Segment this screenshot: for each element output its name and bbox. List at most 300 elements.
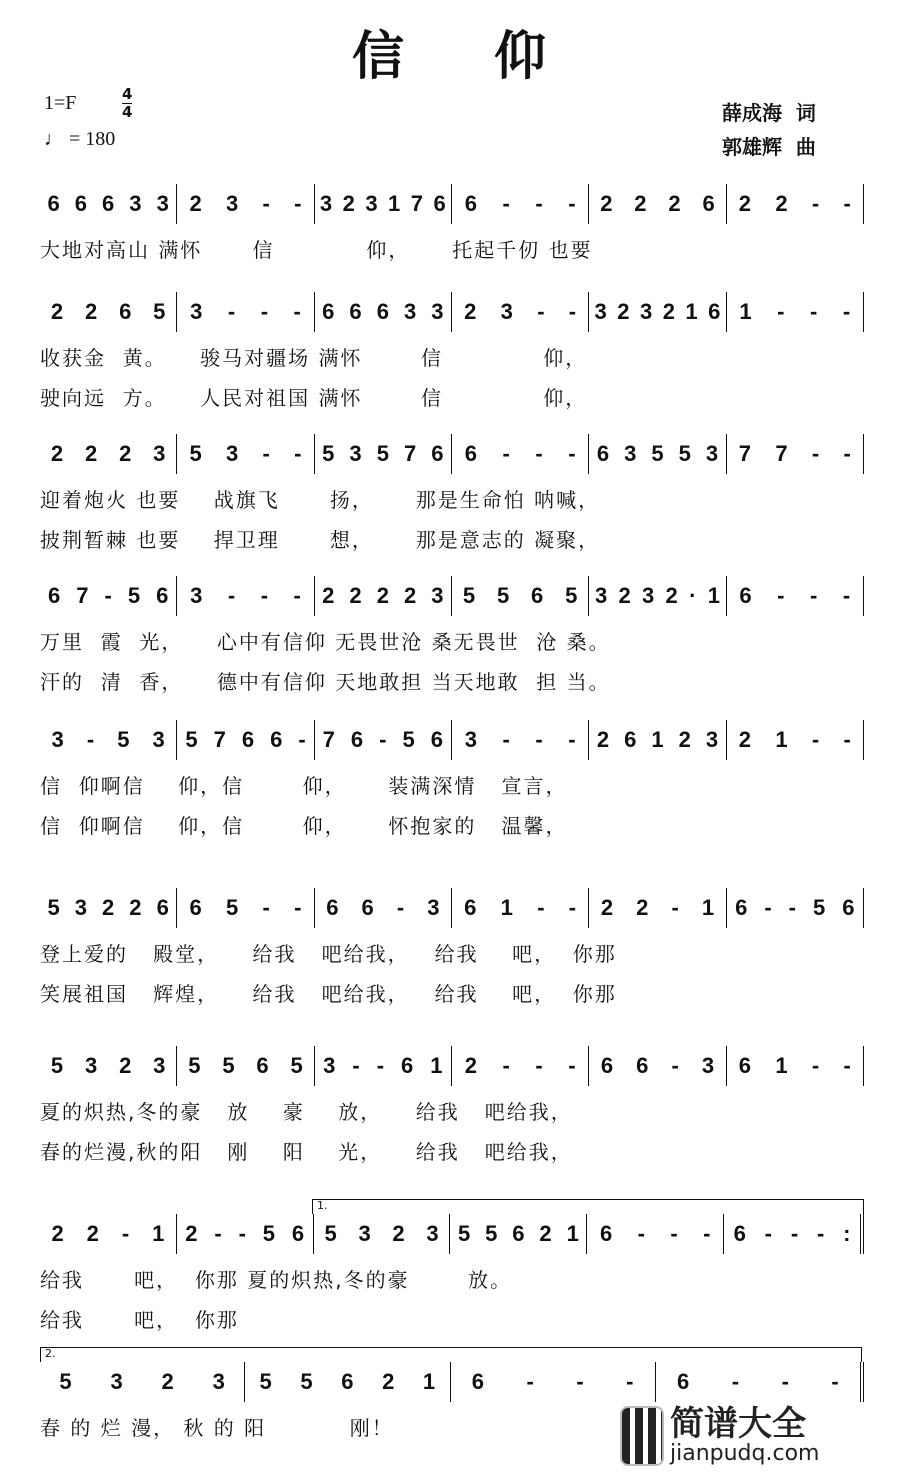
lyrics-verse-1: 万里 霞 光， 心中有信仰 无畏世沧 桑无畏世 沧 桑。 — [40, 630, 611, 654]
lyricist: 薛成海 词 — [722, 101, 816, 125]
note: 2 — [464, 1053, 477, 1078]
note: 6 — [531, 583, 544, 608]
note: - — [214, 1221, 222, 1246]
note: 3 — [624, 441, 637, 466]
note: 1 — [651, 727, 664, 752]
note: - — [86, 727, 95, 752]
note: 5 — [259, 1369, 272, 1394]
note: 3 — [190, 299, 203, 324]
notes-row — [40, 888, 864, 928]
note: 3 — [365, 191, 378, 216]
measure — [452, 576, 589, 616]
note: - — [262, 895, 270, 920]
note: 6 — [464, 191, 477, 216]
note: 5 — [189, 441, 202, 466]
note: - — [104, 583, 112, 608]
note: 5 — [300, 1369, 313, 1394]
note: 2 — [392, 1221, 405, 1246]
note: 5 — [678, 441, 691, 466]
note: 6 — [270, 727, 283, 752]
note: 2 — [618, 583, 631, 608]
note: - — [121, 1221, 130, 1246]
note: - — [396, 895, 405, 920]
note: 6 — [636, 1053, 649, 1078]
score-system — [40, 184, 864, 264]
note: 1 — [430, 1053, 443, 1078]
note: 6 — [376, 299, 389, 324]
note: 3 — [153, 441, 166, 466]
note: 2 — [322, 583, 335, 608]
note: 5 — [324, 1221, 337, 1246]
note: 1 — [701, 895, 715, 920]
lyrics-verse-2: 笑展祖国 辉煌， 给我 吧给我， 给我 吧， 你那 — [40, 982, 617, 1006]
measure — [177, 888, 314, 928]
measure — [40, 720, 177, 760]
note: 5 — [322, 441, 335, 466]
note: 5 — [50, 1053, 64, 1078]
score-system — [40, 888, 864, 1008]
note: 3 — [427, 895, 440, 920]
note: 3 — [639, 299, 653, 324]
note: 5 — [462, 583, 476, 608]
note: 5 — [127, 583, 141, 608]
note: 6 — [735, 895, 748, 920]
note: 5 — [457, 1221, 471, 1246]
note: 2 — [539, 1221, 552, 1246]
note: - — [568, 191, 576, 216]
note: 3 — [156, 191, 169, 216]
measure — [450, 1214, 587, 1254]
note: 6 — [739, 583, 752, 608]
note: - — [764, 895, 772, 920]
note: 5 — [47, 895, 60, 920]
note: - — [777, 299, 785, 324]
note: 2 — [119, 1053, 132, 1078]
note: 3 — [426, 1221, 439, 1246]
note: - — [842, 299, 851, 324]
watermark-name: 简谱大全 — [670, 1404, 806, 1444]
note: - — [526, 1369, 534, 1394]
note: 1 — [152, 1221, 165, 1246]
note: - — [294, 895, 302, 920]
note: - — [811, 727, 820, 752]
note: - — [843, 727, 851, 752]
measure — [587, 1214, 724, 1254]
note: 5 — [812, 895, 826, 920]
score-system — [40, 720, 864, 840]
note: - — [843, 441, 851, 466]
score-system — [40, 576, 864, 696]
note: 7 — [213, 727, 226, 752]
measure — [727, 292, 864, 332]
measure — [315, 576, 452, 616]
measure — [452, 720, 589, 760]
note: - — [811, 441, 820, 466]
note: 3 — [323, 1053, 336, 1078]
lyrics-verse-2: 给我 吧， 你那 — [40, 1308, 239, 1332]
measure — [315, 1046, 452, 1086]
note: - — [576, 1369, 584, 1394]
lyrics-verse-2: 春的烂漫,秋的阳 刚 阳 光， 给我 吧给我， — [40, 1140, 573, 1164]
note: 7 — [410, 191, 424, 216]
note: 3 — [403, 299, 417, 324]
note: 2 — [161, 1369, 174, 1394]
measure — [452, 1046, 589, 1086]
note: 2 — [349, 583, 362, 608]
notes-row — [40, 292, 864, 332]
note: - — [262, 191, 270, 216]
note: 2 — [342, 191, 355, 216]
note: 5 — [496, 583, 510, 608]
volta-bracket: 1. — [312, 1199, 864, 1214]
note: 3 — [319, 191, 333, 216]
lyrics-verse-1: 迎着炮火 也要 战旗飞 扬， 那是生命怕 呐喊， — [40, 488, 601, 512]
key-signature: 1=F — [44, 92, 77, 114]
note: 7 — [403, 441, 417, 466]
note: - — [376, 1053, 385, 1078]
measure — [589, 576, 726, 616]
note: - — [671, 895, 679, 920]
note: 2 — [600, 191, 613, 216]
score-system — [40, 1199, 864, 1334]
lyrics-verse-1: 给我 吧， 你那 夏的炽热,冬的豪 放。 — [40, 1268, 513, 1292]
note: - — [535, 441, 543, 466]
note: 2 — [738, 727, 752, 752]
note: 2 — [189, 191, 202, 216]
note: 6 — [464, 895, 477, 920]
note: 3 — [464, 727, 477, 752]
measure — [40, 576, 177, 616]
note: 7 — [775, 441, 788, 466]
measure — [727, 434, 864, 474]
measure — [589, 1046, 726, 1086]
lyrics-verse-1: 收获金 黄。 骏马对疆场 满怀 信 仰， — [40, 346, 588, 370]
note: - — [293, 299, 301, 324]
note: 1 — [685, 299, 698, 324]
tempo-marking: ♩ = 180 — [44, 128, 116, 150]
note: 2 — [102, 895, 115, 920]
measure — [589, 184, 726, 224]
note: 6 — [677, 1369, 690, 1394]
note: - — [843, 191, 851, 216]
note: 6 — [102, 191, 115, 216]
note: - — [703, 1221, 711, 1246]
note: - — [535, 191, 543, 216]
note: 2 — [51, 1221, 64, 1246]
note: - — [843, 1053, 851, 1078]
note: : — [843, 1221, 851, 1246]
piano-icon — [620, 1406, 664, 1466]
note: 2 — [596, 727, 610, 752]
note: 1 — [422, 1369, 436, 1394]
note: 2 — [50, 441, 64, 466]
song-title: 信仰 — [351, 27, 636, 87]
measure — [315, 888, 452, 928]
note: 2 — [403, 583, 417, 608]
note: - — [260, 583, 269, 608]
note: 2 — [678, 727, 691, 752]
measure — [177, 720, 314, 760]
note: 5 — [290, 1053, 303, 1078]
note: 3 — [226, 191, 239, 216]
measure — [40, 1362, 245, 1402]
note: - — [502, 1053, 510, 1078]
note: 6 — [842, 895, 855, 920]
lyrics-verse-1: 春 的 烂 漫， 秋 的 阳 刚！ — [40, 1416, 394, 1440]
note: 2 — [376, 583, 389, 608]
note: - — [817, 1221, 825, 1246]
note: 6 — [433, 191, 446, 216]
measure — [589, 434, 726, 474]
measure — [589, 292, 726, 332]
note: 2 — [129, 895, 142, 920]
note: 5 — [402, 727, 415, 752]
note: 6 — [341, 1369, 354, 1394]
note: - — [810, 299, 818, 324]
note: - — [811, 191, 820, 216]
note: - — [293, 583, 301, 608]
note: - — [502, 727, 510, 752]
note: 3 — [84, 1053, 98, 1078]
note: 2 — [634, 191, 647, 216]
note: 1 — [388, 191, 401, 216]
measure — [177, 1214, 314, 1254]
note: 2 — [775, 191, 788, 216]
note: 1 — [707, 583, 720, 608]
note: 3 — [51, 727, 64, 752]
lyrics-verse-1: 大地对高山 满怀 信 仰， 托起千仞 也要 — [40, 238, 593, 262]
note: 6 — [471, 1369, 484, 1394]
notes-row — [40, 434, 864, 474]
note: 2 — [382, 1369, 395, 1394]
note: 2 — [662, 299, 675, 324]
measure — [315, 434, 452, 474]
measure — [315, 292, 452, 332]
note: - — [670, 1221, 678, 1246]
note: - — [227, 299, 236, 324]
note: 1 — [739, 299, 752, 324]
note: 3 — [110, 1369, 123, 1394]
note: - — [788, 895, 796, 920]
note: - — [535, 1053, 543, 1078]
note: 2 — [617, 299, 630, 324]
note: 6 — [431, 441, 444, 466]
note: 7 — [76, 583, 89, 608]
watermark-url: jianpudq.com — [670, 1441, 820, 1466]
meter-top: 4 — [122, 85, 133, 103]
note: - — [637, 1221, 645, 1246]
note: 5 — [651, 441, 664, 466]
measure — [40, 292, 177, 332]
note: 3 — [153, 1053, 166, 1078]
measure — [177, 292, 314, 332]
note: - — [831, 1369, 839, 1394]
note: 3 — [74, 895, 88, 920]
note: 3 — [212, 1369, 225, 1394]
notes-row — [40, 576, 864, 616]
lyrics-verse-1: 信 仰啊信 仰，信 仰， 装满深情 宣言， — [40, 774, 568, 798]
note: 2 — [464, 299, 477, 324]
measure — [727, 888, 864, 928]
note: - — [568, 299, 577, 324]
measure — [724, 1214, 864, 1254]
measure — [727, 576, 864, 616]
note: 6 — [401, 1053, 414, 1078]
notes-row — [40, 184, 864, 224]
measure — [40, 888, 177, 928]
note: 2 — [84, 441, 98, 466]
note: 1 — [775, 1053, 788, 1078]
note: 6 — [326, 895, 339, 920]
note: 3 — [500, 299, 513, 324]
note: 6 — [600, 1053, 614, 1078]
note: 3 — [642, 583, 655, 608]
measure — [40, 184, 177, 224]
note: - — [502, 191, 510, 216]
note: 6 — [708, 299, 721, 324]
note: 3 — [152, 727, 165, 752]
measure — [452, 184, 589, 224]
note: 1 — [566, 1221, 579, 1246]
credits — [722, 96, 816, 164]
note: 5 — [226, 895, 239, 920]
note: 2 — [665, 583, 678, 608]
measure — [314, 1214, 451, 1254]
note: 6 — [189, 895, 202, 920]
note: - — [537, 299, 545, 324]
note: 6 — [733, 1221, 746, 1246]
note: 2 — [668, 191, 681, 216]
note: 6 — [74, 191, 88, 216]
note: 2 — [119, 441, 132, 466]
time-signature — [122, 86, 132, 121]
volta-bracket: 2. — [40, 1347, 862, 1362]
note: 6 — [156, 895, 169, 920]
measure — [177, 576, 314, 616]
score-system — [40, 1046, 864, 1166]
measure — [589, 888, 726, 928]
score-system — [40, 434, 864, 554]
measure — [177, 184, 314, 224]
lyrics-verse-1: 夏的炽热,冬的豪 放 豪 放， 给我 吧给我， — [40, 1100, 573, 1124]
measure — [452, 888, 589, 928]
note: 5 — [222, 1053, 235, 1078]
note: 5 — [185, 727, 198, 752]
note: - — [535, 727, 543, 752]
note: 6 — [349, 299, 362, 324]
note: 2 — [84, 299, 98, 324]
note: 2 — [86, 1221, 99, 1246]
note: 6 — [600, 1221, 613, 1246]
note: - — [537, 895, 545, 920]
note: - — [671, 1053, 679, 1078]
note: 1 — [775, 727, 788, 752]
note: 5 — [376, 441, 389, 466]
measure — [727, 720, 864, 760]
note: 6 — [512, 1221, 525, 1246]
note: 6 — [119, 299, 132, 324]
lyrics-verse-2: 驶向远 方。 人民对祖国 满怀 信 仰， — [40, 386, 588, 410]
measure — [40, 1214, 177, 1254]
note: 6 — [361, 895, 374, 920]
lyrics-verse-2: 披荆暂棘 也要 捍卫理 想， 那是意志的 凝聚， — [40, 528, 601, 552]
note: - — [764, 1221, 772, 1246]
measure — [315, 720, 452, 760]
note: 6 — [702, 191, 715, 216]
measure — [245, 1362, 450, 1402]
note: - — [352, 1053, 360, 1078]
note: - — [502, 441, 510, 466]
note: 5 — [262, 1221, 276, 1246]
note: - — [810, 583, 818, 608]
note: 6 — [464, 441, 477, 466]
measure — [315, 184, 452, 224]
note: 6 — [156, 583, 169, 608]
note: 6 — [738, 1053, 752, 1078]
note: - — [294, 441, 302, 466]
note: 3 — [129, 191, 142, 216]
note: - — [626, 1369, 634, 1394]
note: - — [790, 1221, 799, 1246]
note: 6 — [241, 727, 255, 752]
note: - — [568, 441, 576, 466]
note: 5 — [565, 583, 578, 608]
notes-row — [40, 1362, 864, 1402]
lyrics-verse-2: 信 仰啊信 仰，信 仰， 怀抱家的 温馨， — [40, 814, 568, 838]
note: 2 — [636, 895, 649, 920]
note: 7 — [322, 727, 335, 752]
notes-row — [40, 1214, 864, 1254]
score-system — [40, 292, 864, 412]
note: 6 — [430, 727, 443, 752]
note: 3 — [431, 299, 444, 324]
note: - — [811, 1053, 820, 1078]
note: 6 — [350, 727, 364, 752]
measure — [452, 292, 589, 332]
note: 6 — [322, 299, 335, 324]
note: 3 — [594, 583, 608, 608]
measure — [451, 1362, 656, 1402]
note: 3 — [358, 1221, 371, 1246]
note: 6 — [47, 191, 60, 216]
measure — [452, 434, 589, 474]
measure — [589, 720, 726, 760]
note: - — [238, 1221, 246, 1246]
composer: 郭雄辉 曲 — [722, 135, 816, 159]
note: 6 — [291, 1221, 305, 1246]
measure — [40, 434, 177, 474]
note: · — [689, 583, 697, 608]
meter-bottom: 4 — [122, 103, 133, 121]
note: - — [731, 1369, 740, 1394]
measure — [656, 1362, 864, 1402]
note: 5 — [188, 1053, 201, 1078]
note: - — [260, 299, 269, 324]
note: - — [842, 583, 851, 608]
note: 5 — [485, 1221, 498, 1246]
note: - — [568, 727, 576, 752]
note: 3 — [190, 583, 203, 608]
note: 6 — [256, 1053, 269, 1078]
note: 5 — [117, 727, 130, 752]
note: - — [777, 583, 785, 608]
note: - — [227, 583, 236, 608]
note: 3 — [226, 441, 239, 466]
note: 5 — [59, 1369, 72, 1394]
note: 3 — [431, 583, 444, 608]
watermark-logo — [620, 1406, 819, 1466]
note: 6 — [48, 583, 61, 608]
